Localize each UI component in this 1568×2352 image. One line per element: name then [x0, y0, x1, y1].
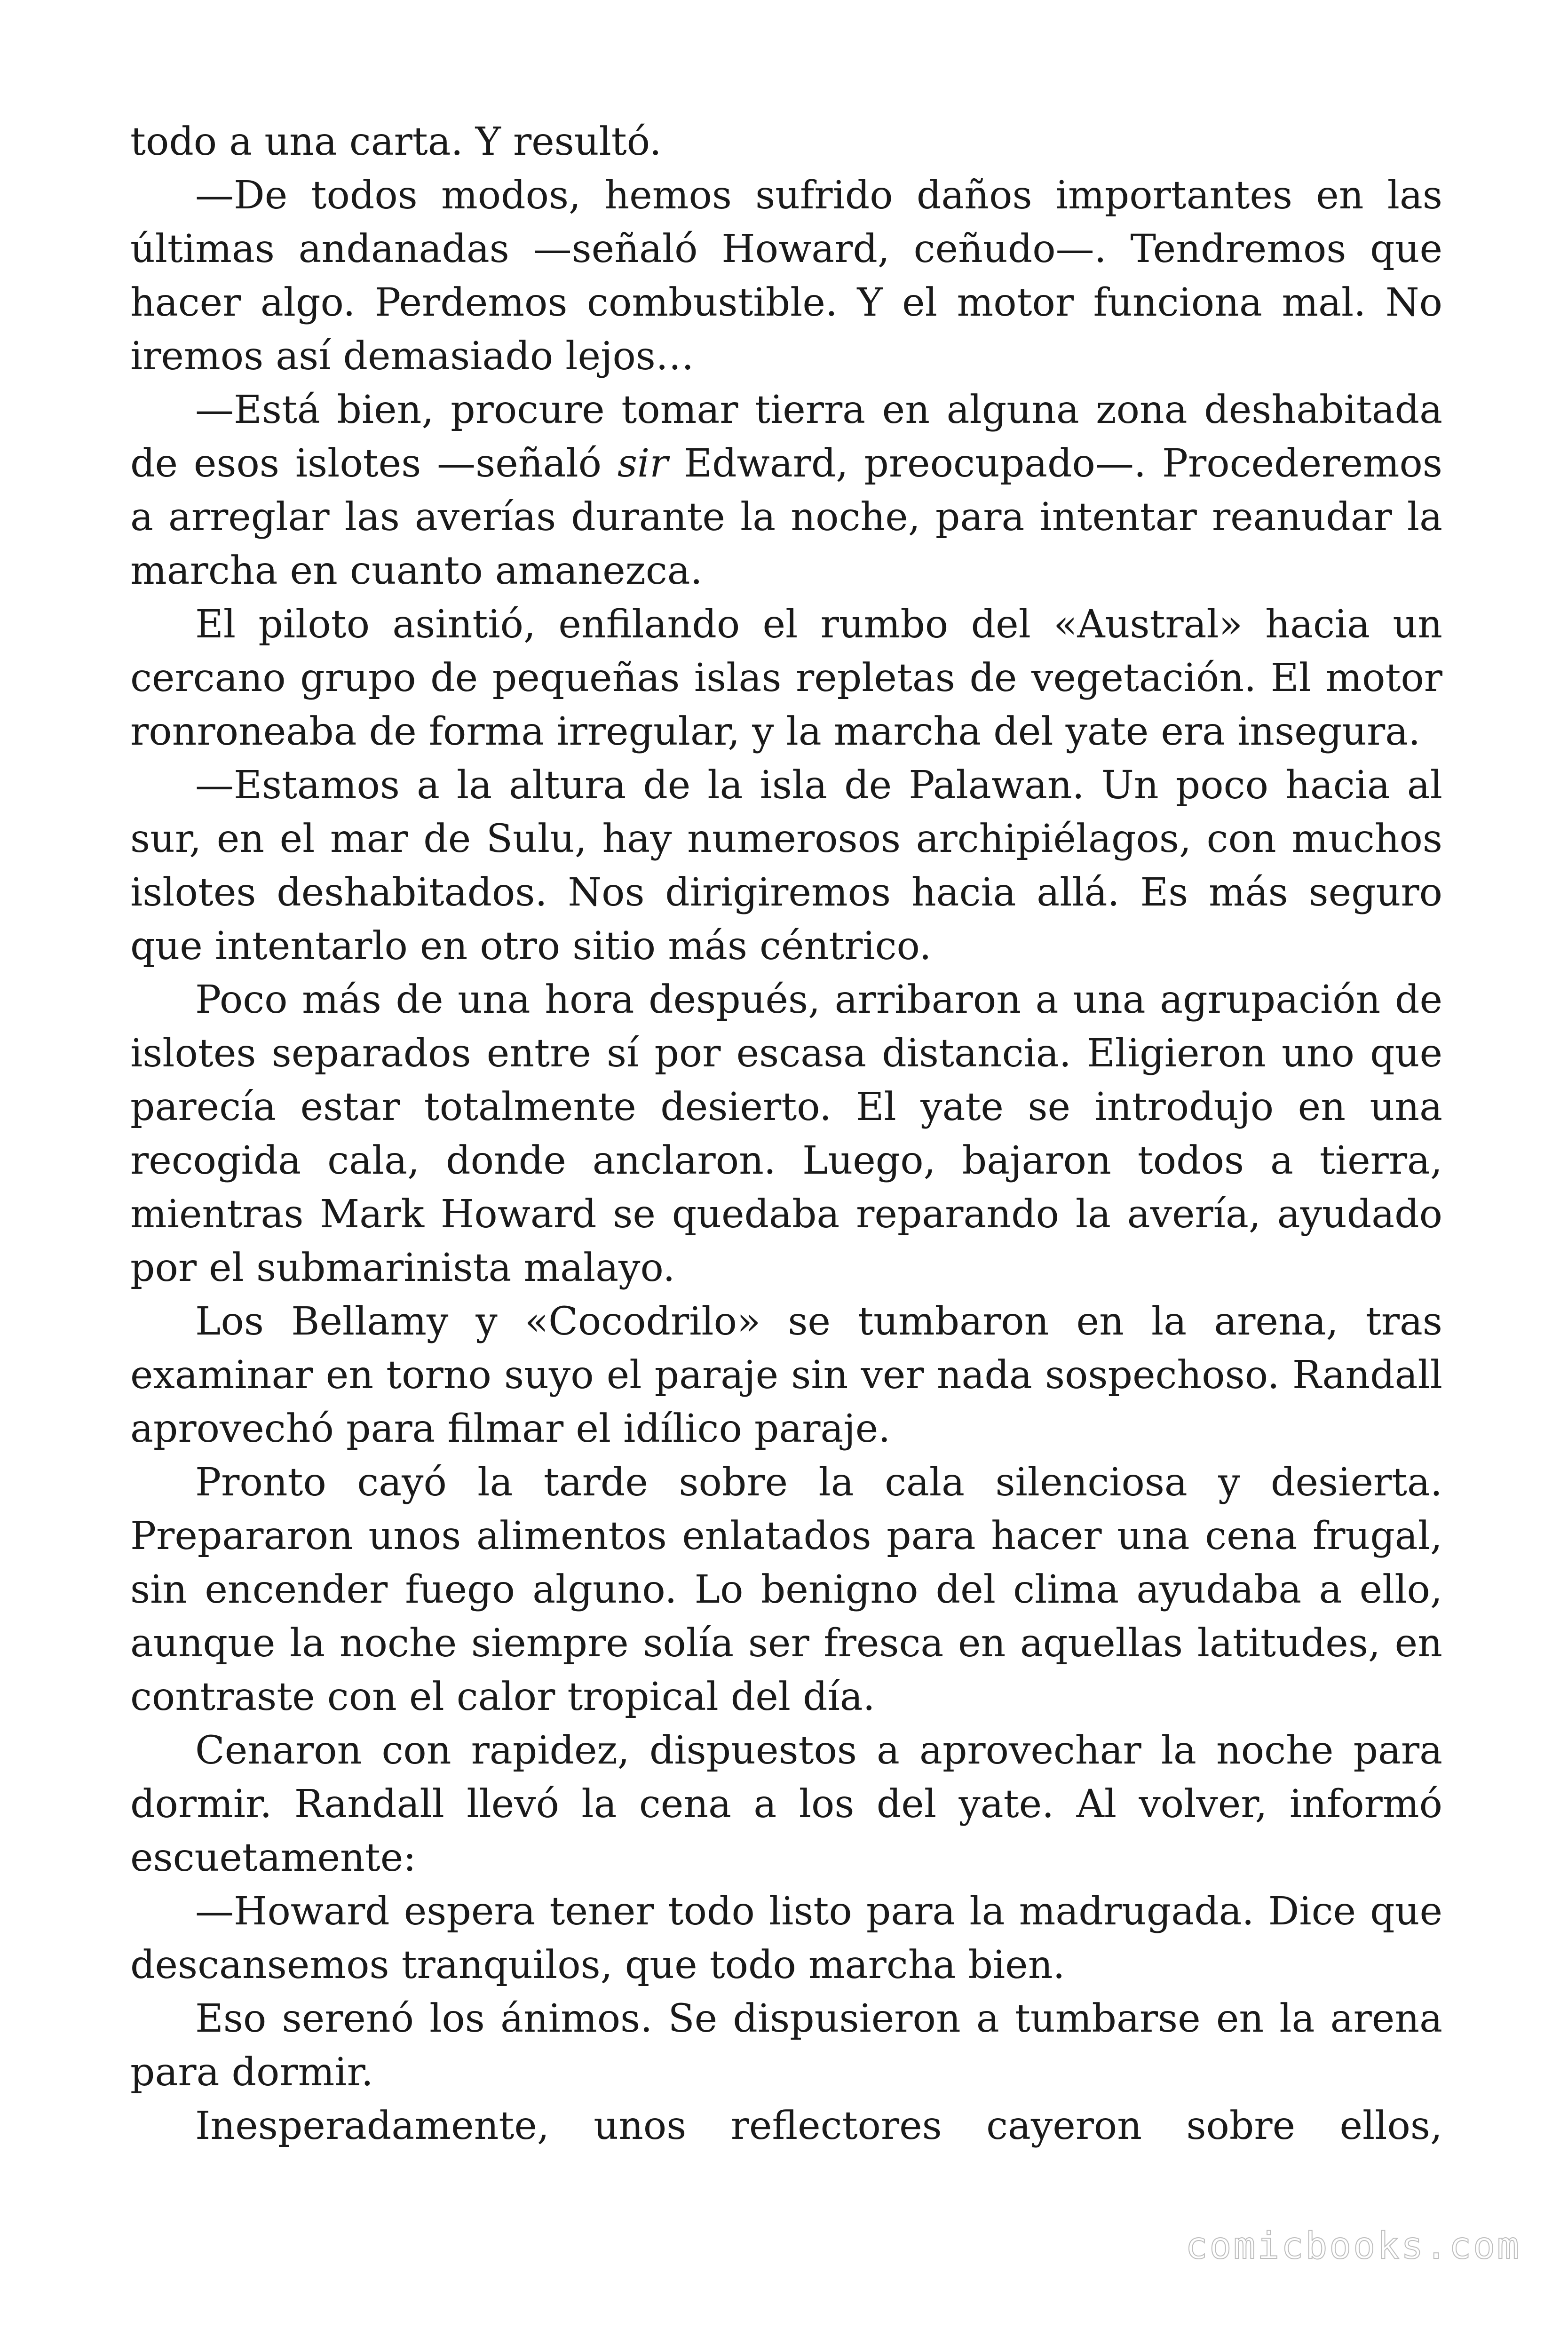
text-run: —Está bien, procure tomar tierra en alguna zona deshabitada de esos islotes —señaló [130, 388, 1442, 486]
text-run: Los Bellamy y «Cocodrilo» se tumbaron en la arena, tras examinar en torno suyo el paraje sin ver nada sospechoso. Randall aprovechó para filmar el idílico paraje. [130, 1299, 1442, 1451]
paragraph [130, 1456, 1442, 1724]
text-run: Pronto cayó la tarde sobre la cala silenciosa y desierta. Prepararon unos alimentos enlatados para hacer una cena frugal, sin encender fuego alguno. Lo benigno del clima ayudaba a ello, aunque la noche siempre solía ser fresca en aquellas latitudes, en contraste con el calor tropical del día. [130, 1460, 1442, 1719]
text-run: Cenaron con rapidez, dispuestos a aprovechar la noche para dormir. Randall llevó la cena a los del yate. Al volver, informó escuetamente: [130, 1728, 1442, 1880]
text-run: Inesperadamente, unos reflectores cayeron sobre ellos, [195, 2104, 1442, 2148]
paragraph [130, 1295, 1442, 1456]
paragraph [130, 973, 1442, 1295]
paragraph [130, 115, 1442, 169]
text-run: Edward, preocupado—. Procederemos a arreglar las averías durante la noche, para intentar reanudar la marcha en cuanto amanezca. [130, 441, 1442, 593]
paragraph [130, 383, 1442, 598]
watermark: comicbooks.com [1185, 2225, 1521, 2267]
text-run: Poco más de una hora después, arribaron a una agrupación de islotes separados entre sí por escasa distancia. Eligieron uno que parecía estar totalmente desierto. El yate se introdujo en una recogida cala, donde anclaron. Luego, bajaron todos a tierra, mientras Mark Howard se quedaba reparando la avería, ayudado por el submarinista malayo. [130, 977, 1442, 1290]
italic-text-run: sir [617, 441, 668, 486]
paragraph [130, 1885, 1442, 1992]
page-body [130, 115, 1442, 2153]
paragraph [130, 2099, 1442, 2153]
text-run: Eso serenó los ánimos. Se dispusieron a tumbarse en la arena para dormir. [130, 1996, 1442, 2095]
text-run: —Estamos a la altura de la isla de Palawan. Un poco hacia al sur, en el mar de Sulu, hay numerosos archipiélagos, con muchos islotes deshabitados. Nos dirigiremos hacia allá. Es más seguro que intentarlo en otro sitio más céntrico. [130, 763, 1442, 969]
text-run: El piloto asintió, enfilando el rumbo del «Austral» hacia un cercano grupo de pequeñas islas repletas de vegetación. El motor ronroneaba de forma irregular, y la marcha del yate era insegura. [130, 602, 1442, 754]
paragraph [130, 759, 1442, 973]
text-run: todo a una carta. Y resultó. [130, 119, 662, 164]
text-run: —De todos modos, hemos sufrido daños importantes en las últimas andanadas —señaló Howard, ceñudo—. Tendremos que hacer algo. Perdemos combustible. Y el motor funciona mal. No iremos así demasiado lejos… [130, 173, 1442, 379]
paragraph [130, 169, 1442, 383]
text-run: —Howard espera tener todo listo para la madrugada. Dice que descansemos tranquilos, que todo marcha bien. [130, 1889, 1442, 1987]
paragraph [130, 1992, 1442, 2099]
paragraph [130, 1724, 1442, 1885]
paragraph [130, 598, 1442, 759]
